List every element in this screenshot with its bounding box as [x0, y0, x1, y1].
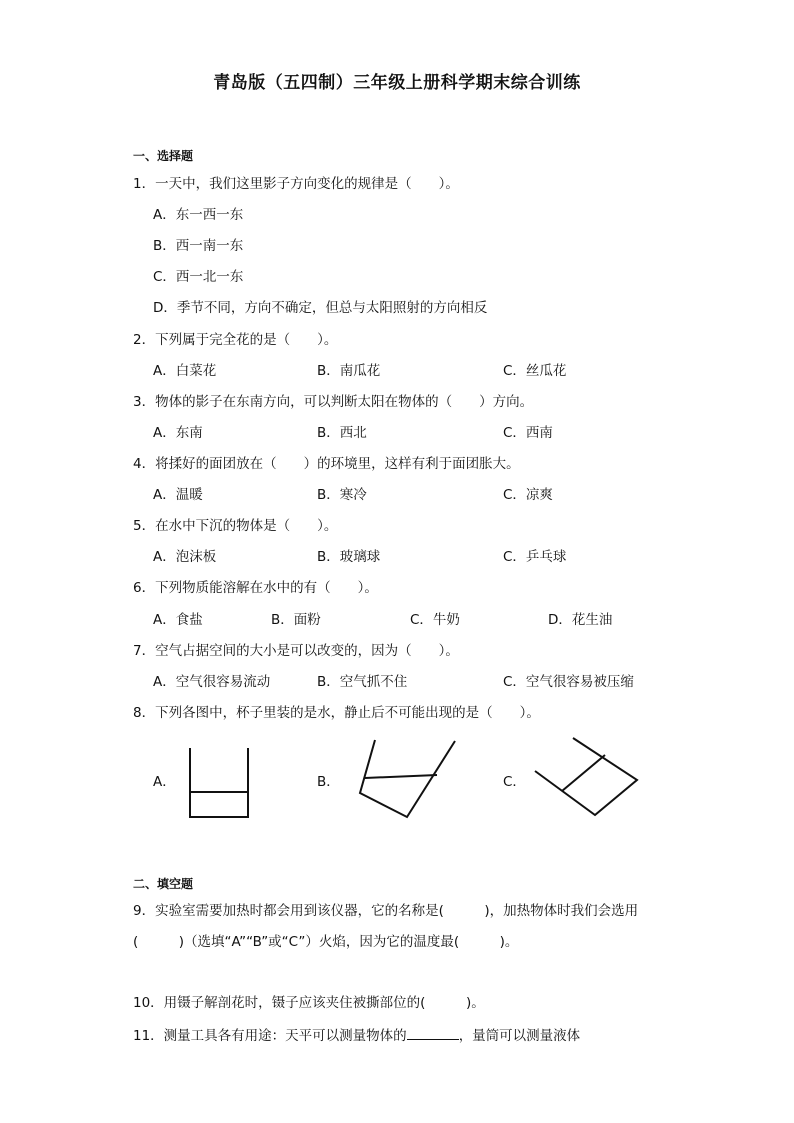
- question-2-stem: 2．下列属于完全花的是（ ）。: [133, 332, 338, 348]
- question-3-option-b: B．西北: [317, 425, 367, 441]
- question-6-option-d: D．花生油: [548, 612, 613, 628]
- question-8-option-a-label: A．: [153, 774, 176, 790]
- question-5-option-b: B．玻璃球: [317, 549, 381, 565]
- question-1-option-b: B．西一南一东: [153, 238, 244, 254]
- answer-blank[interactable]: [407, 1027, 459, 1040]
- question-5-option-a: A．泡沫板: [153, 549, 217, 565]
- question-11-part-1: 11．测量工具各有用途：天平可以测量物体的: [133, 1028, 407, 1044]
- question-7-stem: 7．空气占据空间的大小是可以改变的，因为（ ）。: [133, 643, 459, 659]
- question-3-option-a: A．东南: [153, 425, 203, 441]
- question-1-stem: 1．一天中，我们这里影子方向变化的规律是（ ）。: [133, 176, 459, 192]
- question-2-option-a: A．白菜花: [153, 363, 217, 379]
- question-9-line-2: ( )（选填“A”“B”或“C”）火焰，因为它的温度最( )。: [133, 934, 519, 950]
- question-1-option-a: A．东一西一东: [153, 207, 244, 223]
- section-heading-fill-in: 二、填空题: [133, 877, 194, 891]
- question-4-option-c: C．凉爽: [503, 487, 553, 503]
- question-8-option-c-label: C．: [503, 774, 526, 790]
- question-4-option-b: B．寒冷: [317, 487, 367, 503]
- question-4-option-a: A．温暖: [153, 487, 203, 503]
- question-5-stem: 5．在水中下沉的物体是（ ）。: [133, 518, 338, 534]
- question-3-stem: 3．物体的影子在东南方向，可以判断太阳在物体的（ ）方向。: [133, 394, 534, 410]
- question-6-option-b: B．面粉: [271, 612, 321, 628]
- question-2-option-b: B．南瓜花: [317, 363, 381, 379]
- question-6-option-a: A．食盐: [153, 612, 203, 628]
- question-8-stem: 8．下列各图中，杯子里装的是水，静止后不可能出现的是（ ）。: [133, 705, 540, 721]
- question-1-option-c: C．西一北一东: [153, 269, 244, 285]
- question-7-option-c: C．空气很容易被压缩: [503, 674, 634, 690]
- question-6-option-c: C．牛奶: [410, 612, 460, 628]
- question-11-stem: [133, 1024, 580, 1044]
- question-1-option-d: D．季节不同，方向不确定，但总与太阳照射的方向相反: [153, 300, 488, 316]
- question-7-option-a: A．空气很容易流动: [153, 674, 271, 690]
- question-6-stem: 6．下列物质能溶解在水中的有（ ）。: [133, 580, 378, 596]
- question-9-line-1: 9．实验室需要加热时都会用到该仪器，它的名称是( )，加热物体时我们会选用: [133, 903, 639, 919]
- cup-figure-c: [530, 735, 645, 820]
- question-11-part-2: ，量筒可以测量液体: [458, 1028, 581, 1044]
- question-7-option-b: B．空气抓不住: [317, 674, 408, 690]
- question-2-option-c: C．丝瓜花: [503, 363, 567, 379]
- section-heading-choice: 一、选择题: [133, 149, 194, 163]
- question-10-stem: 10．用镊子解剖花时，镊子应该夹住被撕部位的( )。: [133, 995, 485, 1011]
- question-3-option-c: C．西南: [503, 425, 553, 441]
- question-5-option-c: C．乒乓球: [503, 549, 567, 565]
- question-8-option-b-label: B．: [317, 774, 340, 790]
- page-title: 青岛版（五四制）三年级上册科学期末综合训练: [213, 73, 581, 93]
- cup-figure-b: [355, 737, 465, 822]
- cup-figure-a: [185, 745, 255, 820]
- question-4-stem: 4．将揉好的面团放在（ ）的环境里，这样有利于面团胀大。: [133, 456, 520, 472]
